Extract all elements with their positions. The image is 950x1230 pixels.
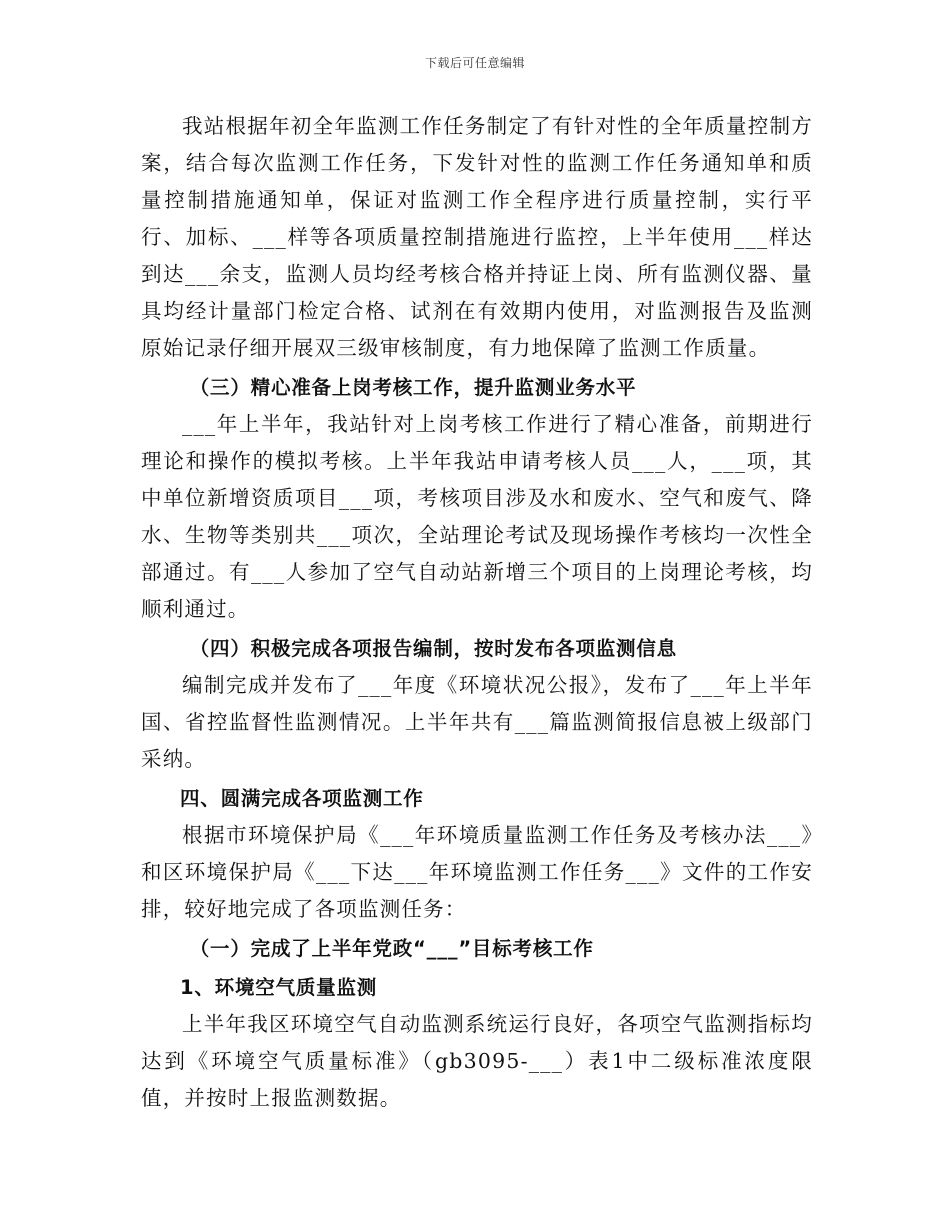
section-heading-assessment: （三）精心准备上岗考核工作，提升监测业务水平 — [189, 376, 637, 399]
section-heading-air-quality: 1、环境空气质量监测 — [180, 976, 378, 999]
section-heading-reports: （四）积极完成各项报告编制，按时发布各项监测信息 — [189, 637, 677, 660]
section-heading-targets: （一）完成了上半年党政“___”目标考核工作 — [189, 937, 594, 960]
section-heading-monitoring: 四、圆满完成各项监测工作 — [180, 787, 424, 810]
page-header: 下载后可任意编辑 — [424, 56, 525, 70]
paragraph-reports: 编制完成并发布了___年度《环境状况公报》，发布了___年上半年国、省控监督性监测情况。上半年共有___篇监测简报信息被上级部门采纳。 — [141, 673, 813, 771]
paragraph-assessment: ___年上半年，我站针对上岗考核工作进行了精心准备，前期进行理论和操作的模拟考核。上半年我站申请考核人员___人，___项，其中单位新增资质项目___项，考核项目涉及水和废水、空气和废气、降水、生物等类别共___项次，全站理论考试及现场操作考核均一次性全部通过。有___人参加了空气自动站新增三个项目的上岗理论考核，均顺利通过。 — [141, 412, 813, 621]
paragraph-monitoring: 根据市环境保护局《___年环境质量监测工作任务及考核办法___》和区环境保护局《___下达___年环境监测工作任务___》文件的工作安排，较好地完成了各项监测任务： — [141, 823, 813, 921]
paragraph-quality-control: 我站根据年初全年监测工作任务制定了有针对性的全年质量控制方案，结合每次监测工作任务，下发针对性的监测工作任务通知单和质量控制措施通知单，保证对监测工作全程序进行质量控制，实行平行、加标、___样等各项质量控制措施进行监控，上半年使用___样达到达___余支，监测人员均经考核合格并持证上岗、所有监测仪器、量具均经计量部门检定合格、试剂在有效期内使用，对监测报告及监测原始记录仔细开展双三级审核制度，有力地保障了监测工作质量。 — [141, 114, 813, 360]
document-body — [141, 108, 813, 1117]
paragraph-air-quality: 上半年我区环境空气自动监测系统运行良好，各项空气监测指标均达到《环境空气质量标准》（gb3095-___）表1中二级标准浓度限值，并按时上报监测数据。 — [141, 1012, 813, 1110]
